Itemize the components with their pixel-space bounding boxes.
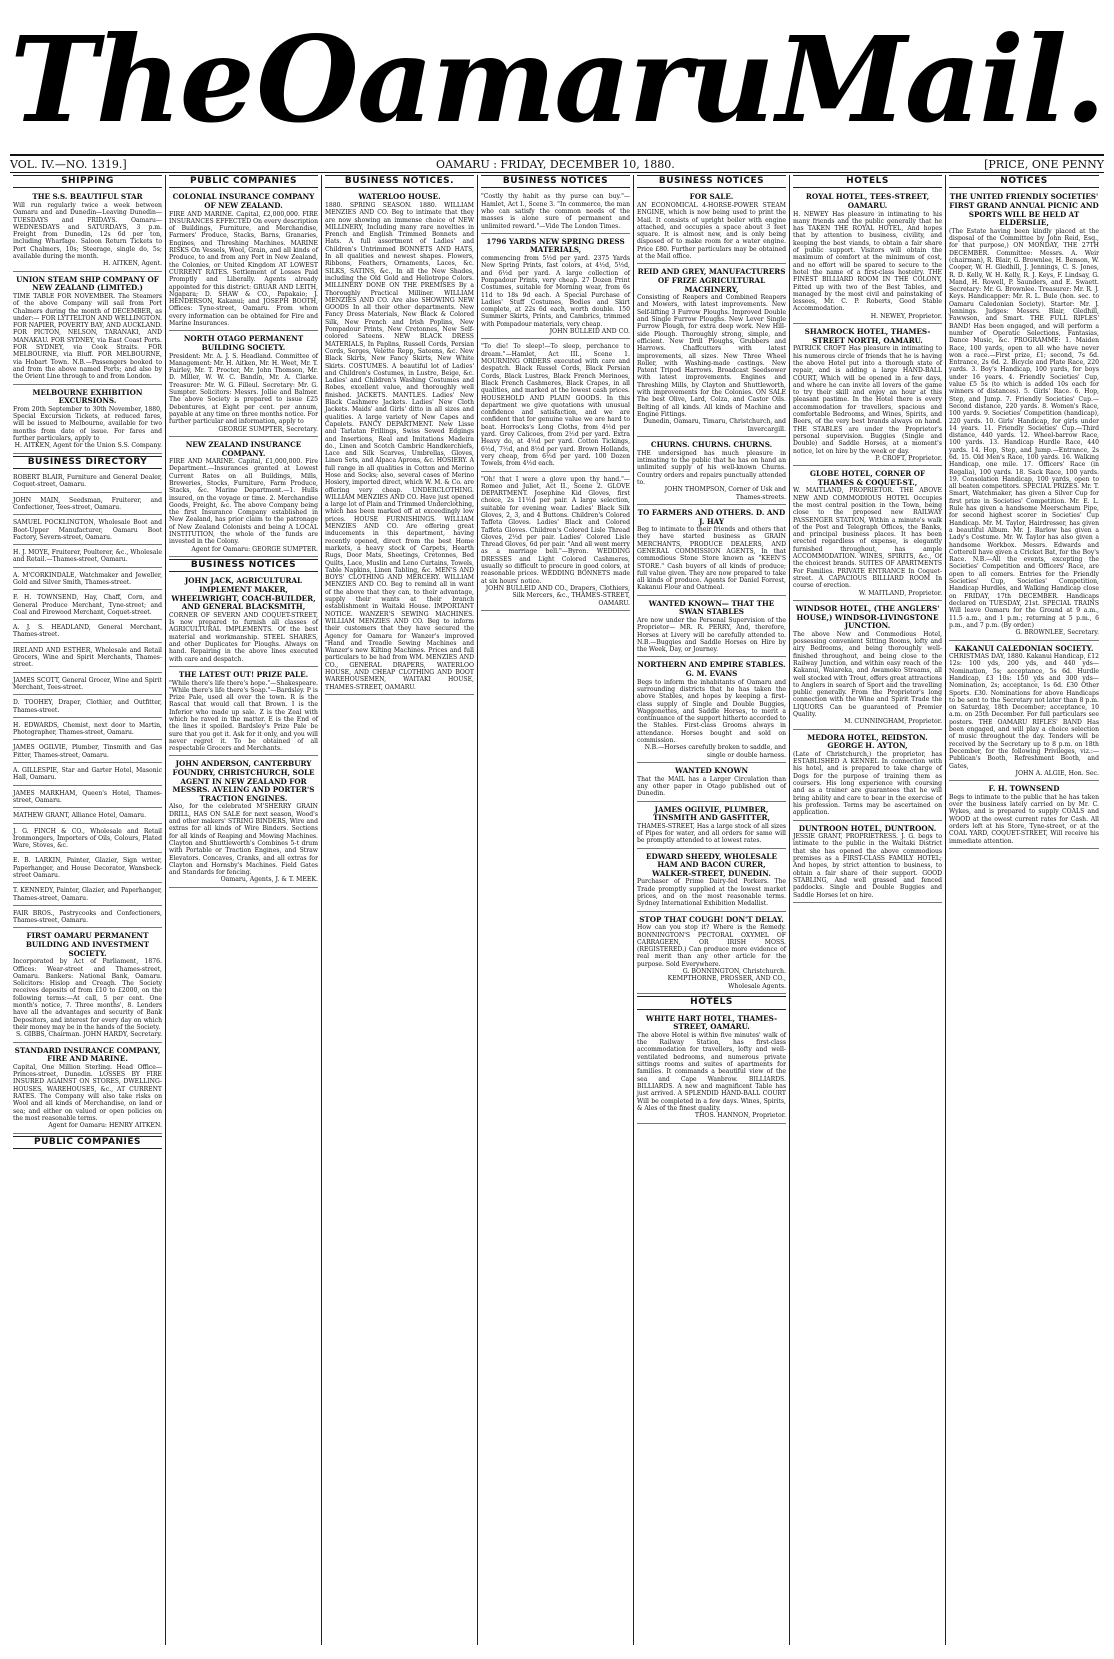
directory-entry: D. TOOHEY, Draper, Clothier, and Outfitter, Thames-street. (13, 697, 162, 718)
ad-signature: P. CROFT, Proprietor. (875, 454, 942, 462)
ad-signature: Agent for Oamaru: GEORGE SUMPTER. (191, 545, 318, 553)
ad-title: NEW ZEALAND INSURANCE COMPANY. (185, 439, 302, 458)
ad-signature: H. AITKEN, Agent. (103, 260, 162, 268)
column-2 (166, 175, 322, 1645)
advertisement (637, 439, 786, 505)
ad-body: Consisting of Reapers and Combined Reapers and Mowers, with latest improvements. New Self-lifting 3 Furrow Ploughs. Improved Double and Single Furrow Ploughs. New Lever Single Furrow Plough, for extra deep work. New Hill-side Plough. Thoroughly strong, simple, and efficient. New Drill Ploughs, Grubbers and Harrows. Chaffcutters with latest improvements, all sizes. New Three Wheel Roller, with Washing-made castings. New Patent Tripod Harrows. Broadcast Seedsower with latest improvements. Engines and Threshing Mills, by Clayton and Shuttleworth, with improvements for the Colonies. ON SALE The best Olive, Lard, Colza, and Castor Oils. Belting of all kinds. All kinds of Machine and Engine Fittings. (637, 294, 786, 418)
section-heading: PUBLIC COMPANIES (13, 1136, 162, 1149)
ad-signature: N.B.—Horses carefully broken to saddle, and single or double harness. (644, 744, 786, 759)
ad-body: 1880. SPRING SEASON. 1880. WILLIAM MENZIES AND CO. Beg to intimate that they are now showing an immense choice of NEW MILLINERY, Including many rare novelties in French and English Trimmed Bonnets and Hats. A full assortment of Ladies' and Children's Untrimmed BONNETS AND HATS, In all qualities and newest shapes. Flowers, Ribbons, Feathers, Ornaments, Laces, &c. SILKS, SATINS, &c., In all the New Shades, including the Old Gold and Heliotrope Colors. MILLINERY DONE ON THE PREMISES By a Thoroughly Practical Milliner. WILLIAM MENZIES AND CO. Are also SHOWING NEW GOODS In all their other departments. New Fancy Dress Materials, New Black & Colored Silk, New French and Irish Poplins, New Pompadour Prints, New Cretonnes, New Self-colored Sateens. NEW BLACK DRESS MATERIALS, In Paplins, Russell Cords, Persian Cords, Serges, Velette Repp, Sateens, &c. New Black Skirts, New Fancy Skirts, New White Skirts. COSTUMES. A beautiful lot of Ladies' and Children's Costumes, in Lustre, Beige, &c. Ladies' and Children's Washing Costumes and Robes, excellent value, and thoroughly well finished. JACKETS. MANTLES. Ladies' New Black Cashmere Jackets. Ladies' New Cloth Jackets. Maids' and Girls' ditto in all sizes and qualities. A large variety of New Capes and Capelets. FANCY DEPARTMENT. New Lisse and Tarlatan Frillings, Swiss Sewed Edgings and Insertions, Real and Imitations Madeira do., Linen and Scotch Cambric Handkerchiefs, Lace and Silk Scarves, Umbrellas, Gloves, Linen Sets, and Alpaca Aprons, &c. HOSIERY. A full range in all qualities in Cotton and Merino Hose and Socks; also, several cases of Merino Hosiery, imported direct, which W. M. & Co. are offering very cheap. UNDERCLOTHING. WILLIAM MENZIES AND CO. Have just opened a large lot of Plain and Trimmed Underclothing, which has been marked off at exceedingly low prices. HOUSE FURNISHINGS. WILLIAM MENZIES AND CO. Are offering great inducements in this department, having recently opened, direct from the best Home markets, a heavy stock of Carpets, Hearth Rugs, Door Mats, Sheetings, Cretonnes, Bed Quilts, Lace, Muslin and Leno Curtains, Towels, Table Napkins, Linen Tabling, &c. MEN'S AND BOYS' CLOTHING AND MERCERY. WILLIAM MENZIES AND CO. Beg to remind all in want of the above that they can, to their advantage, supply their wants at their branch establishment in Waitaki House. IMPORTANT NOTICE. WANZER'S SEWING MACHINES. WILLIAM MENZIES AND CO. Beg to inform their customers that they have secured the Agency for Oamaru for Wanzer's improved "Hand and Treadle Sewing Machines and Wanzer's new Kilting Machines. Prices and full particulars to be had from WM. MENZIES AND CO., GENERAL DRAPERS, WATERLOO HOUSE, AND CHEAP CLOTHING AND BOOT WAREHOUSEMEN, WAITAKI HOUSE, THAMES-STREET, OAMARU. (325, 202, 474, 691)
ad-title: NORTH OTAGO PERMANENT BUILDING SOCIETY. (183, 334, 304, 352)
ad-signature: JOHN BULLEID AND CO., Drapers, Clothiers, Silk Mercers, &c., THAMES-STREET, OAMARU. (485, 584, 630, 607)
section-heading: HOTELS (637, 996, 786, 1009)
price: [PRICE, ONE PENNY (984, 158, 1104, 171)
advertisement (13, 930, 162, 1042)
ad-title: FOR SALE. (689, 192, 734, 202)
columns-container (10, 175, 1104, 1645)
directory-entry: JAMES OGILVIE, Plumber, Tinsmith and Gas Fitter, Thames-street, Oamaru. (13, 742, 162, 763)
ad-body: Purchaser of Prime Dairy-fed Porkers. The Trade promptly supplied at the lowest market prices, and on the most reasonable terms. Sydney International Exhibition Medallist. (637, 878, 786, 908)
ad-body: "Costly thy habit as thy purse can buy."—Hamlet, Act I., Scene 3. "In commerce, the man who can satisfy the common needs of the masses is alone sure of permanent and unlimited reward."—Vide The London Times. (481, 193, 630, 230)
advertisement (637, 851, 786, 912)
advertisement (481, 191, 630, 233)
column-5 (634, 175, 790, 1645)
ad-title: THE S.S. BEAUTIFUL STAR (32, 192, 143, 202)
ad-body: THE undersigned has much pleasure in intimating to the public that he has on hand an unlimited supply of his well-known Churns. Country orders and repairs punctually attended to. (637, 449, 786, 486)
advertisement (13, 274, 162, 385)
column-3 (322, 175, 478, 1645)
ad-title: GLOBE HOTEL, CORNER OF THAMES & COQUET-ST., (809, 469, 926, 487)
advertisement (637, 765, 786, 801)
ad-body: H. NEWEY Has pleasure in intimating to his many friends and the public generally that he has TAKEN THE ROYAL HOTEL, And hopes that by attention to business, civility, and keeping the best viands, to obtain a fair share of public support. Visitors will obtain the maximum of comfort at the minimum of cost, and no effort will be spared to secure to the hotel the name of a first-class hostelry. THE FINEST BILLIARD ROOM IN THE COLONY, Fitted up with two of the Best Tables, and managed by the most civil and painstaking of lessees, Mr. C. P. Roberts, Good Stable Accommodation. (793, 210, 942, 313)
ad-body: Begs to intimate to the public that he has taken over the business lately carried on by Mr. C. Wykes, and is prepared to supply COALS and WOOD at the owest current rates for Cash. All orders left at his Store, Tyne-street, or at the COAL YARD, COQUET-STREET, Will receive his immediate attention. (949, 793, 1099, 845)
advertisement (793, 326, 942, 466)
ad-body: FIRE AND MARINE. Capital, £1,000,000. Fire Department.—Insurances granted at Lowest Current Rates on all Buildings, Mills, Breweries, Stocks, Furniture, Farm Produce, Stacks, &c. Marine Department.—1. Hulls insured, on the voyage or time. 2. Merchandise Goods, Freight, &c. The above Company being the first Insurance Company established in New Zealand, has prior claim to the patronage of New Zealand Colonists and being A LOCAL INSTITUTION, the whole of the funds are invested in the Colony. (169, 458, 318, 546)
ad-signature: THOS. HANNON, Proprietor. (694, 1112, 786, 1120)
directory-entry: A. GILLESPIE, Star and Garter Hotel, Masonic Hall, Oamaru. (13, 765, 162, 786)
advertisement (793, 732, 942, 821)
masthead-word-the: The (10, 10, 253, 149)
advertisement (637, 507, 786, 596)
ad-body: That the MAIL has a Larger Circulation than any other paper in Otago published out of Dunedin. (637, 775, 786, 798)
ad-title: 1796 YARDS NEW SPRING DRESS MATERIALS, (486, 236, 625, 255)
ad-title: WANTED KNOWN— THAT THE SWAN STABLES (648, 598, 775, 617)
directory-entry: A. J. S. HEADLAND, General Merchant, Thames-street. (13, 622, 162, 643)
column-7 (946, 175, 1102, 1645)
ad-signature: JOHN THOMPSON, Corner of Usk and Thames-streets. (664, 486, 786, 501)
ad-body: Also, for the celebrated M'SHERRY GRAIN DRILL, HAS ON SALE for next season, Wood's and other makers' STRING BINDERS, Wire and extras for all kinds of Wire Binders. Sections for all kinds of Reaping and Mowing Machines. Clayton and Shuttleworth's Combines 5-t drum with Portable or Traction Engines, and Straw Elevators. Concaves, Cranks, and all extras for Clayton and Hornsby's Machines. Field Gates and Standards for fencing. (169, 803, 318, 877)
directory-entry: E. B. LARKIN, Painter, Glazier, Sign writer, Paperhanger, and House Decorator, Wansbeck-street Oamaru. (13, 855, 162, 883)
ad-title: UNION STEAM SHIP COMPANY OF NEW ZEALAND (LIMITED.) (16, 274, 159, 293)
directory-entry: IRELAND AND ESTHER, Wholesale and Retail Grocers, Wine and Spirit Merchants, Thames-street. (13, 645, 162, 673)
ad-body: AN ECONOMICAL 4-HORSE-POWER STEAM ENGINE, which is now being used to print the Mail. It consists of upright boiler with engine attached, and occupies a space about 3 feet square. It is almost new, and is only being disposed of to make room for a water engine. Price £80. Further particulars may be obtained at the Mail office. (637, 202, 786, 261)
ad-title: STANDARD INSURANCE COMPANY, FIRE AND MARINE. (14, 1045, 161, 1064)
ad-signature: Agent for Oamaru: HENRY AITKEN. (48, 1122, 162, 1130)
directory-entry: JAMES MARKHAM, Queen's Hotel, Thames-street, Oamaru. (13, 788, 162, 809)
section-heading: NOTICES (949, 175, 1099, 188)
ad-body: TIME TABLE FOR NOVEMBER. The Steamers of the above Company will sail from Port Chalmers during the month of DECEMBER, as under:— FOR LYTTELTON AND WELLINGTON. FOR NAPIER, POVERTY BAY, AND AUCKLAND. FOR PICTON, NELSON, TARANAKI, AND MANAKAU. FOR SYDNEY, via East Coast Ports. FOR SYDNEY, via Cook Straits. FOR MELBOURNE, via Bluff. FOR MELBOURNE, via Hobart Town. N.B.—Passengers booked to and from the above named Ports; and also by the Orient Line through to and from London. (13, 292, 162, 381)
section-heading: BUSINESS NOTICES (481, 175, 630, 188)
ad-body: "Oh! that I were a glove upon thy hand."—Romeo and Juliet, Act II., Scene 2. GLOVE DEPARTMENT. Josephine Kid Gloves, first choice, 2s 11½d per pair. A large selection, suitable for evening wear. Ladies' Black Silk Gloves, 2, 3, and 4 Buttons. Children's Colored Taffeta Gloves. Ladies' Black and Colored Taffeta Gloves. Children's Colored Lisle Thread Gloves, 2½d per pair. Ladies' Colored Lisle Thread Gloves, 6d per pair. "And all went merry as a marriage bell."—Byron. WEDDING DRESSES and Light Colored Cashmeres, usually so difficult to procure in good colors, at reasonable prices. WEDDING BONNETS made at six hours' notice. (481, 475, 630, 585)
section-heading: BUSINESS DIRECTORY (13, 456, 162, 469)
ad-title: WATERLOO HOUSE. (358, 192, 441, 202)
directory-entry: SAMUEL POCKLINGTON, Wholesale Boot and Boot-Upper Manufacturer, Oamaru Boot Factory, Severn-street, Oamaru. (13, 517, 162, 545)
ad-body: From 20th September to 30th November, 1880, Special Excursion Tickets, at reduced fares, will be issued to Melbourne, available for two months from date of issue. For fares and further particulars, apply to (13, 405, 162, 442)
ad-title: JAMES OGILVIE, PLUMBER, TINSMITH AND GASFITTER, (652, 804, 771, 823)
ad-signature: H. NEWEY, Proprietor. (870, 312, 942, 320)
directory-entry: JOHN MAIN, Seedsman, Fruiterer, and Confectioner, Tees-street, Oamaru. (13, 495, 162, 516)
ad-body: Will run regularly twice a week between Oamaru and and Dunedin—Leaving Dunedin—TUESDAYS and FRIDAYS. Oamaru—WEDNESDAYS and SATURDAYS, 3 p.m. Freight from Dunedin, 12s 6d per ton, including Wharfage. Saloon Return Tickets to Port Chalmers, 10s; Steerage, single do, 5s; available during the month. (13, 202, 162, 261)
advertisement (169, 758, 318, 887)
advertisement (637, 914, 786, 995)
ad-body: "To die! To sleep!—To sleep, perchance to dream."—Hamlet, Act III., Scene 1. MOURNING ORDERS executed with care and despatch. Black Russel Cords, Black Persian Cords, Black Lustres, Black French Merinoes, Black French Cashmeres, Black Crapes, in all qualities, and marked at the lowest cash prices. HOUSEHOLD AND PLAIN GOODS. In this department we give quotations with unusual confidence and satisfaction, and we are confident that for genuine value we are hard to beat. Horrocks's Long Cloths, from 4½d per yard. Grey Calicoes, from 2½d per yard. Extra Heavy do, at 4½d per yard. Cotton Tickings, 6½d, 7½d, and 8½d per yard. Brown Hollands, very cheap, from 6½d per yard. 100 Dozen Towels, from 4½d each. (481, 343, 630, 468)
advertisement (793, 468, 942, 601)
ad-title: EDWARD SHEEDY, WHOLESALE HAM AND BACON CURER, WALKER-STREET, DUNEDIN. (646, 851, 777, 878)
ad-title: STOP THAT COUGH! DON'T DELAY. (639, 914, 784, 924)
place-date: OAMARU : FRIDAY, DECEMBER 10, 1880. (436, 158, 675, 171)
advertisement (169, 333, 318, 437)
advertisement (169, 669, 318, 757)
ad-signature: JOHN A. ALGIE, Hon. Sec. (1015, 769, 1099, 777)
ad-title: MELBOURNE EXHIBITION EXCURSIONS. (32, 387, 143, 406)
advertisement (169, 575, 318, 666)
ad-body: (Late of Christchurch,) the proprietor, has ESTABLISHED A KENNEL In connection with his hotel, and is prepared to take charge of Dogs for the purpose of training them as coursers. His long experience with coursing and as a trainer are guarantees that he will bring ability and care to bear in the exercise of his profession. Terms may be ascertained on application. (793, 750, 942, 817)
ad-title: MEDORA HOTEL, REIDSTON. GEORGE H. AYTON, (807, 732, 928, 751)
ad-signature: G. BONNINGTON, Christchurch. KEMPTHORNE, PROSSER, AND CO., Wholesale Agents. (667, 968, 786, 990)
ad-title: THE LATEST OUT! PRIZE PALE. (178, 669, 309, 679)
advertisement (481, 341, 630, 471)
ad-body: "While there's life there's hope."—Shakespeare. "While there's life there's Soap."—Bardsley. P is Prize Pale, used all over the town. R is the Rascal that would call that Brown. I is the Inferior who made up sale. Z is the Zeal with which he raved in the matter. E is the End of the lines it spoiled. Bardsley's Prize Pale be sure that you get it. Ask for it only, and you will never regret it. To be obtained of all respectable Grocers and Merchants. (169, 679, 318, 753)
ad-signature: GEORGE SUMPTER, Secretary. (218, 425, 318, 433)
directory-entry: A. M'CORKINDALE, Watchmaker and Jeweller, Gold and Silver Smith, Thames-street. (13, 570, 162, 591)
ad-title: THE UNITED FRIENDLY SOCIETIES' FIRST GRAND ANNUAL PICNIC AND SPORTS WILL BE HELD AT ELDERSLIE, (949, 192, 1099, 228)
ad-title: JOHN JACK, AGRICULTURAL IMPLEMENT MAKER, WHEELWRIGHT, COACH-BUILDER, AND GENERAL BLACKSMITH, (171, 576, 316, 612)
advertisement (169, 191, 318, 331)
advertisement (793, 603, 942, 730)
advertisement (949, 783, 1099, 849)
ad-body: Are now under the Personal Supervision of the Proprietor— MR. R. PERRY, And, therefore, Horses at Livery will be carefully attended to. N.B.—Buggies and Saddle Horses on Hire by the Week, Day, or Journey. (637, 616, 786, 654)
directory-entry: MATHEW GRANT, Alliance Hotel, Oamaru. (13, 810, 162, 823)
directory-entry: H. J. MOYE, Fruiterer, Poulterer, &c., Wholesale and Retail.—Thames-street, Oamaru. (13, 547, 162, 568)
section-heading: PUBLIC COMPANIES (169, 175, 318, 188)
ad-title: WANTED KNOWN (674, 766, 749, 776)
advertisement (13, 387, 162, 454)
ad-signature: Dunedin, Oamaru, Timaru, Christchurch, and Invercargill. (643, 418, 786, 433)
section-heading: BUSINESS NOTICES (169, 559, 318, 572)
ad-title: ROYAL HOTEL, TEES-STREET, OAMARU. (805, 192, 930, 210)
ad-body: JESSIE GRANT, PROPRIETRESS. J. G. begs to intimate to the public in the Waitaki District that she has opened the above commodious premises as a FIRST-CLASS FAMILY HOTEL; And hopes, by strict attention to business, to obtain a fair share of their support. GOOD STABLING, And well grassed and fenced paddocks. Single and Double Buggies and Saddle Horses let on hire. (793, 833, 942, 899)
advertisement (793, 823, 942, 903)
ad-body: THAMES-STREET, Has a large stock of all sizes of Pipes for water, and all orders for same will be promptly attended to at lowest rates. (637, 822, 786, 845)
directory-entry: T. KENNEDY, Painter, Glazier, and Paperhanger, Thames-street, Oamaru. (13, 885, 162, 906)
masthead-word-mail: Mail. (776, 10, 1104, 149)
advertisement (949, 643, 1099, 782)
section-heading: HOTELS (793, 175, 942, 188)
advertisement (637, 659, 786, 763)
dateline (10, 156, 1104, 173)
ad-title: FIRST OAMARU PERMANENT BUILDING AND INVESTMENT SOCIETY. (25, 931, 150, 958)
ad-body: The above Hotel is within five minutes' walk of the Railway Station, has first-class accommodation for travellers, lofty and well-ventilated bedrooms, and numerous private sittings rooms and suites of apartments for families. It commands a beautiful view of the sea and Cape Wanbrow. BILLIARDS. BILLIARDS. A new and magnificent Table has just arrived. A SPLENDID HAND-BALL COURT Will be completed in a few days. Wines, Spirits, & Ales of the finest quality. (637, 1031, 786, 1112)
ad-title: WINDSOR HOTEL, (THE ANGLERS' HOUSE,) WINDSOR-LIVINGSTONE JUNCTION. (795, 603, 940, 631)
advertisement (325, 191, 474, 694)
section-heading: SHIPPING (13, 175, 162, 188)
ad-body: Begs to inform the inhabitants of Oamaru and surrounding districts that he has taken the above Stables, and hopes by keeping a first-class supply of Single and Double Buggies, Waggonettes, and Saddle Horses, to merit a continuance of the support hitherto accorded to the Stables. First-class Grooms always in attendance. Horses bought and sold on commission. (637, 678, 786, 744)
directory-entry: H. EDWARDS, Chemist, next door to Martin, Photographer, Thames-street, Oamaru. (13, 720, 162, 741)
directory-entry: ROBERT BLAIR, Furniture and General Dealer, Coquet-street, Oamaru. (13, 472, 162, 493)
ad-title: REID AND GREY, MANUFACTURERS OF FRIZE AGRICULTURAL MACHINERY, (637, 267, 786, 294)
column-4 (478, 175, 634, 1645)
advertisement (13, 191, 162, 271)
advertisement (637, 804, 786, 849)
ad-signature: JOHN BULLEID AND CO. (549, 328, 630, 336)
column-6 (790, 175, 946, 1645)
ad-title: KAKANUI CALEDONIAN SOCIETY. (954, 643, 1094, 653)
ad-body: President: Mr. A. J. S. Headland. Committee of Management: Mr. H. Aitken, Mr. H. Weet, Mr. T. Fairley, Mr. T. Procter, Mr. John Thomson, Mr. D. Miller, W. W. C. Bandin, Mr. A. Clarke. Treasurer: Mr. W. G. Filleul. Secretary: Mr. G. Sumpter. Solicitors: Messrs. Jollie and Balmer. The above Society is prepared to issue £25 Debentures, at Eight per cent. per annum, payable at any time on three months notice. For further particular and information, apply to (169, 352, 318, 426)
ad-body: PATRICK CROFT Has pleasure in intimating to his numerous circle of friends that he is having the above Hotel put into a thorough state of repair, and is adding a large HAND-BALL COURT, Which will be opened in a few days, and where he can invite all lovers of the game to try their skill and enjoy an hour at this pleasant pastime. In the Hotel there is every accommodation for travellers, spacious and comfortable Bedrooms, and Wines, Spirits, and Beers, of the very best brands always on hand. THE STABLES are under the Proprietor's personal supervision. Buggies (Single and Double) and Saddle Horses, at a moment's notice, let on hire by the week or day. (793, 345, 942, 455)
ad-title: WHITE HART HOTEL, THAMES-STREET, OAMARU. (645, 1013, 778, 1032)
ad-body: CORNER OF SEVERN AND COQUET-STREET, Is now prepared to furnish all classes of AGRICULTURAL IMPLEMENTS. Of the best material and workmanship. STEEL SHARES, and other Duplicates for Ploughs. Always on hand. Repairing in the above lines executed with care and despatch. (169, 611, 318, 663)
ad-title: DUNTROON HOTEL, DUNTROON. (798, 823, 937, 833)
ad-signature: G. BROWNLEE, Secretary. (1015, 629, 1099, 637)
advertisement (949, 191, 1099, 640)
advertisement (637, 266, 786, 437)
advertisement (169, 439, 318, 557)
ad-body: Capital, One Million Sterling. Head Office—Princes-street, Dunedin. LOSSES BY FIRE INSURED AGAINST ON STORES, DWELLING-HOUSES, WAREHOUSES, &c., AT CURRENT RATES. The Company will also take risks on Wool and all kinds of Merchandise, on land or sea; and either on valued or open policies on the most reasonable terms. (13, 1063, 162, 1122)
ad-title: SHAMROCK HOTEL, THAMES-STREET NORTH, OAMARU. (804, 327, 931, 345)
ad-signature: Oamaru, Agents, J. & T. MEEK. (220, 876, 318, 884)
directory-entry: F. H. TOWNSEND, Hay, Chaff, Corn, and General Produce Merchant, Tyne-street; and Coal and Firewood Merchant, Coquet-street. (13, 592, 162, 620)
section-heading: BUSINESS NOTICES (637, 175, 786, 188)
ad-body: Incorporated by Act of Parliament, 1876. Offices: Wear-street and Thames-street, Oamaru. Bankers: National Bank, Oamaru. Solicitors: Hislop and Creagh. The Society receives deposits of from £10 to £2000, on the following terms:—At call, 5 per cent. One month's notice, 7. Three months', 8. Lenders have all the advantages and security of Bank Depositors, and interest for every day on which their money may be in the hands of the Society. (13, 958, 162, 1031)
ad-body: How can you stop it? Where is the Remedy. BONNINGTON'S PECTORAL OXYMEL OF CARRAGEEN, OR IRISH MOSS. (REGISTERED.) Can produce more evidence of real merit than any other article for the purpose. Sold Everywhere. (637, 924, 786, 968)
advertisement (481, 236, 630, 340)
ad-signature: S. GIBBS, Chairman. JOHN HARDY, Secretary. (16, 1031, 162, 1039)
advertisement (637, 191, 786, 264)
directory-entry: FAIR BROS., Pastrycooks and Confectioners, Thames-street, Oamaru. (13, 908, 162, 929)
ad-body: CHRISTMAS DAY, 1880. Kakanui Handicap, £12 12s: 100 yds, 200 yds, and 440 yds—Nomination, 5s; acceptance, 5s 6d. Hurdle Handicap, £3 10s: 150 yds and 300 yds—Nomination, 2s; acceptance, 1s 6d. £30 Other Sports. £30. Nominations for above Handicaps to be sent to the Secretary not later than 8 p.m. on Saturday, 18th December; acceptance, 10 a.m. on 25th December. For full particulars see posters. THE OAMARU RIFLES' BAND Has been engaged, and will play a choice selection of music throughout the day. Tenders will be received by the Secretary up to 8 p.m. on 18th December, for the following Privileges, viz.:—Publican's Booth, Refreshment Booth, and Gates, (949, 653, 1099, 770)
directory-entry: J. G. FINCH & CO., Wholesale and Retail Ironmongers, Importers of Oils, Colours, Plated Ware, Stoves, &c. (13, 826, 162, 854)
column-1 (10, 175, 166, 1645)
newspaper-page (10, 6, 1104, 1646)
section-heading: BUSINESS NOTICES. (325, 175, 474, 188)
ad-signature: H. AITKEN, Agent for the Union S.S. Company. (14, 442, 162, 450)
ad-body: (The Estate having been kindly placed at the disposal of the Committee by John Reid, Esq., for that purpose,) ON MONDAY, THE 27TH DECEMBER. Committee: Messrs. A. Weir (chairman), R. Blair, G. Brownlee, H. Benson, W. Cooper, W. H. Gledhill, J. Jennings, C. S. Jones, R. D. Kelly, W. H. Kelly, R. J. Keys, F. Lindsay, G. Mand, H. Rowell, P. Saunders, and E. Swaett. Secretary: Mr. G. Brownlee. Treasurer: Mr. R. J. Keys. Handicapper: Mr. R. L. Bule (hon. sec. to Oamaru Caledonian Society). Starter: Mr. J. Jennings. Judges: Messrs. Blair, Gledhill, Fawwson, and Smart. THE FULL RIFLES' BAND! Has been engaged, and will perform a number of Operatic Selections, Fantasias, Dance Music, &c. PROGRAMME: 1. Maiden Race, 100 yards, open to all who have never won a race.—First prize, £1; second, 7s 6d. Entrance, 2s 6d. 2. Bicycle and Plate Race, 220 yards. 3. Boy's Handicap, 100 yards, for boys under 16 years. 4. Friendly Societies' Cup, value £5 5s (to which is added 10s each for winners of distances). 5. Girls' Race. 6. Hop, Step, and Jump. 7. Friendly Societies' Cup.—Second distance, 220 yards. 8. Women's Race, 100 yards. 9. Societies' Competition (handicap), 220 yards. 10. Girls' Handicap, for girls under 14 years. 11. Friendly Societies' Cup.—Third distance, 440 yards. 12. Wheel-barrow Race, 100 yards. 13. Handicap Hurdle Race, 440 yards. 14. Hop, Step, and Jump.—Entrance, 2s 6d. 15. Old Men's Race, 100 yards. 16. Walking Handicap, one mile. 17. Officers' Race (in Regalia), 100 yards. 18. Sack Race, 100 yards. 19. Consolation Handicap, 100 yards, open to all beaten competitors. SPECIAL PRIZES. Mr. T. Smart, Watchmaker, has given a Silver Cup for first prize in Societies' Competition. Mr. E. L. Rule has given a handsome Meerschaum Pipe, for second highest scorer in Societies' Cup Handicap. Mr. M. Taylor, Hairdresser, has given a beautiful Album. Mr. J. Barlow has given a Lady's Costume. Mr. W. Taylor has also given a handsome Workbox. Messrs. Edwards and Cotterell have given a Cricket Bat, for the Boy's Race. N.B.—All the events, excepting the Societies' Competition and Officers' Race, are open to all comers. Entries for the Friendly Societies' Cup, Societies' Competition, Handicap Hurdles, and Walking Handicap close on FRIDAY, 17th DECEMBER. Handicaps declared on TUESDAY, 21st. SPECIAL TRAINS Will leave Oamaru for the Ground at 9 a.m., 11.5 a.m., and 1 p.m.; returning at 5 p.m., 6 p.m., and 7 p.m. (By order.) (949, 227, 1099, 629)
ad-body: W. MAITLAND, PROPRIETOR. THE ABOVE NEW AND COMMODIOUS HOTEL Occupies the most central position in the Town, being close to the proposed new RAILWAY PASSENGER STATION, Within a minute's walk of the Post and Telegraph Offices, the Banks, and principal business places. It has been erected regardless of expense, is elegantly furnished throughout, has ample ACCOMMODATION. WINES, SPIRITS, &c., Of the choicest brands. SUITES OF APARTMENTS For Families. PRIVATE ENTRANCE In Coquet-street. A CAPACIOUS BILLIARD ROOM In course of erection. (793, 487, 942, 590)
ad-signature: W. MAITLAND, Proprietor. (858, 589, 942, 597)
advertisement (13, 1045, 162, 1134)
ad-title: NORTHERN AND EMPIRE STABLES. G. M. EVANS (637, 660, 786, 679)
ad-body: FIRE AND MARINE. Capital, £2,000,000. FIRE INSURANCES EFFECTED On every description of Buildings, Furniture, and Merchandise, Farmers' Produce, Stacks, Barns, Granaries, Engines, and Threshing Machines. MARINE RISKS On Vessels, Wool, Grain, and all kinds of Produce, to and from any Port in New Zealand, the Colonies, or United Kingdom AT LOWEST CURRENT RATES. Settlement of Losses Paid Promptly and Liberally. Agents already appointed for this district: GRUAR AND LEITH, Ngapara; D. SHAW & CO., Papakaio; J. HENDERSON, Kakanui; and JOSEPH BOOTH, Offices: Tyne-street, Oamaru. From whom every information can be obtained for Fire and Marine Insurances. (169, 210, 318, 328)
ad-body: Beg to intimate to their friends and others that they have started business as GRAIN MERCHANTS, PRODUCE DEALERS, AND GENERAL COMMISSION AGENTS, In that commodious Stone Store known as "KEEN'S STORE." Cash buyers of all kinds of produce; full value given. They are now prepared to take all kinds of produce. Agents for Daniel Forrest, Kakanui Flour and Oatmeal. (637, 526, 786, 592)
ad-title: CHURNS. CHURNS. CHURNS. (650, 440, 773, 450)
advertisement (637, 598, 786, 658)
masthead-word-oamaru: Oamaru (256, 10, 773, 149)
masthead (10, 6, 1104, 156)
advertisement (481, 474, 630, 612)
advertisement (637, 1013, 786, 1124)
advertisement (793, 191, 942, 324)
ad-title: F. H. TOWNSEND (988, 784, 1060, 794)
ad-body: The above New and Commodious Hotel, possessing convenient Sitting Rooms, lofty and airy Bedrooms, and being thoroughly well-finished throughout, and being close to the Railway Junction, and within easy reach of the Kakanui, Waiareka, and Awamoko Streams, all well stocked with Trout, offers great attractions to Anglers in search of Sport and the travelling public generally. From the Proprietor's long connection with the Wine and Spirit Trade the LIQUORS Can be guaranteed of Premier Quality. (793, 630, 942, 718)
ad-title: COLONIAL INSURANCE COMPANY OF NEW ZEALAND. (172, 192, 315, 210)
directory-entry: JAMES SCOTT, General Grocer, Wine and Spirit Merchant, Tees-street. (13, 675, 162, 696)
volume-number: VOL. IV.—NO. 1319.] (10, 158, 127, 171)
ad-title: JOHN ANDERSON, CANTERBURY FOUNDRY, CHRISTCHURCH, SOLE AGENT IN NEW ZEALAND FOR MESSRS. AVELING AND PORTER'S TRACTION ENGINES. (172, 759, 315, 803)
ad-body: commencing from 5½d per yard. 2375 Yards New Spring Prints, fast colors, at 4½d, 5½d, and 6½d per yard. A large collection of Pompadour Prints, very cheap. 27 Dozen Print Costumes, suitable for Morning wear, from 6s 11d to 18s 9d each. A Special Purchase of Ladies' Stuff Costumes, Bodies and Skirt complete, at 22s 6d each, worth double. 150 Summer Skirts, Prints, and Cambrics, trimmed with Pompadour materials, very cheap. (481, 255, 630, 328)
ad-signature: M. CUNNINGHAM, Proprietor. (844, 718, 942, 726)
ad-title: TO FARMERS AND OTHERS. D. AND J. HAY (637, 507, 786, 526)
